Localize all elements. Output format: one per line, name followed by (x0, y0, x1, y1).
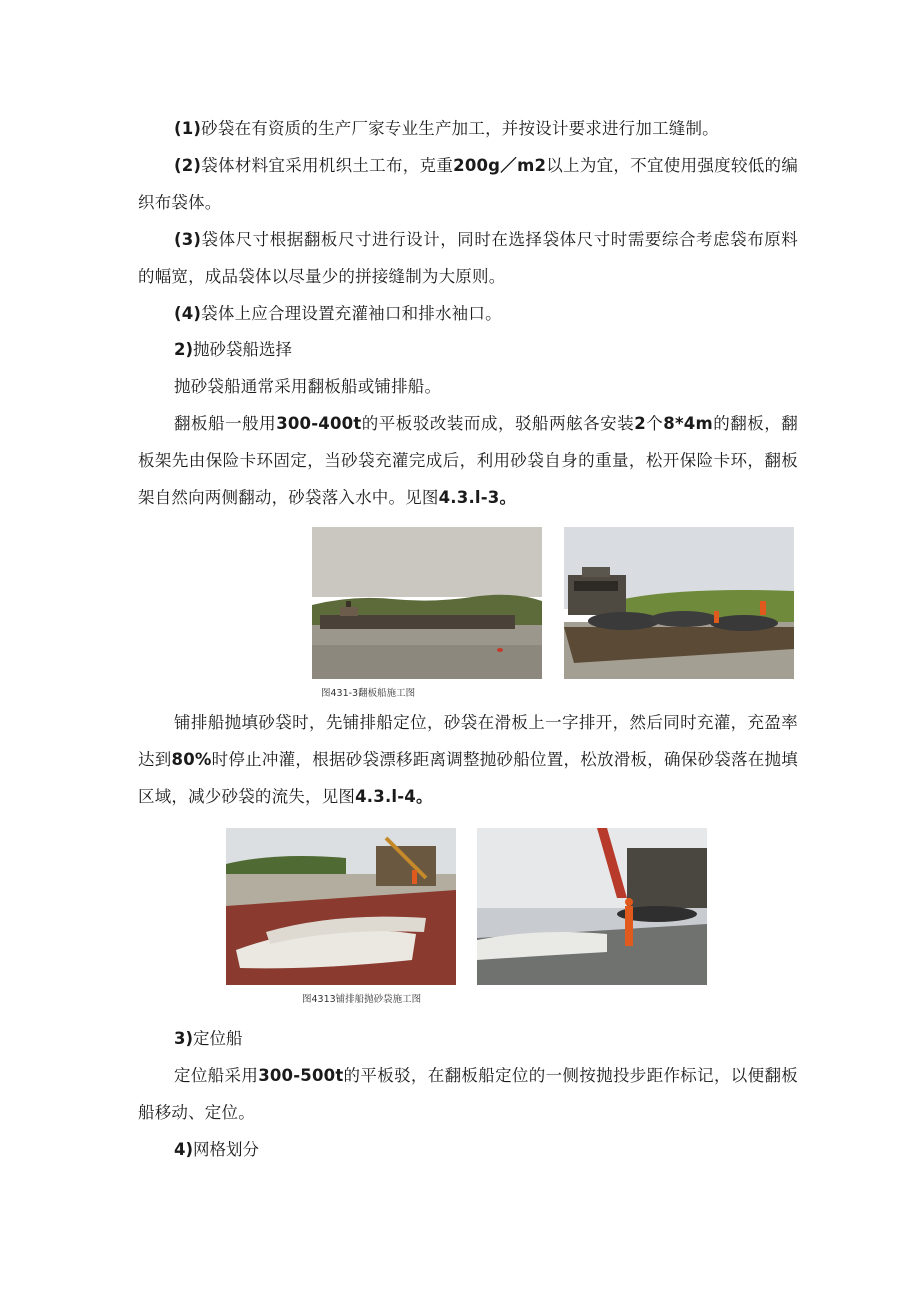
paragraph-6: 翻板船一般用300-400t的平板驳改装而成，驳船两舷各安装2个8*4m的翻板，翻板架先由保险卡环固定，当砂袋充灌完成后，利用砂袋自身的重量，松开保险卡环，翻板架自然向两侧翻动，砂袋落入水中。见图4.3.l-3。 (138, 414, 799, 507)
paragraph-4: (4)袋体上应合理设置充灌袖口和排水袖口。 (174, 304, 502, 323)
paragraph-2: (2)袋体材料宜采用机织土工布，克重200g／m2以上为宜，不宜使用强度较低的编织布袋体。 (138, 156, 799, 212)
paragraph-3: (3)袋体尺寸根据翻板尺寸进行设计，同时在选择袋体尺寸时需要综合考虑袋布原料的幅宽，成品袋体以尽量少的拼接缝制为大原则。 (138, 230, 798, 286)
paragraph-8: 定位船采用300-500t的平板驳，在翻板船定位的一侧按抛投步距作标记，以便翻板船移动、定位。 (138, 1066, 798, 1122)
flap-barge-photo-left (312, 527, 542, 679)
laying-barge-photo-right (477, 828, 707, 985)
laying-barge-photo-left (226, 828, 456, 985)
flap-barge-photo-right (564, 527, 794, 679)
figure-1-caption: 图431-3翻板船施工图 (321, 688, 416, 699)
paragraph-5: 抛砂袋船通常采用翻板船或铺排船。 (174, 377, 442, 396)
section-heading-4: 4)网格划分 (174, 1140, 260, 1159)
section-heading-3: 3)定位船 (174, 1029, 243, 1048)
paragraph-1: (1)砂袋在有资质的生产厂家专业生产加工，并按设计要求进行加工缝制。 (174, 119, 719, 138)
figure-2-caption: 图4313铺排船抛砂袋施工图 (302, 994, 422, 1005)
section-heading-2: 2)抛砂袋船选择 (174, 340, 293, 359)
paragraph-7: 铺排船抛填砂袋时，先铺排船定位，砂袋在滑板上一字排开，然后同时充灌，充盈率达到80%时停止冲灌，根据砂袋漂移距离调整抛砂船位置，松放滑板，确保砂袋落在抛填区域，减少砂袋的流失，见图4.3.l-4。 (138, 713, 799, 806)
